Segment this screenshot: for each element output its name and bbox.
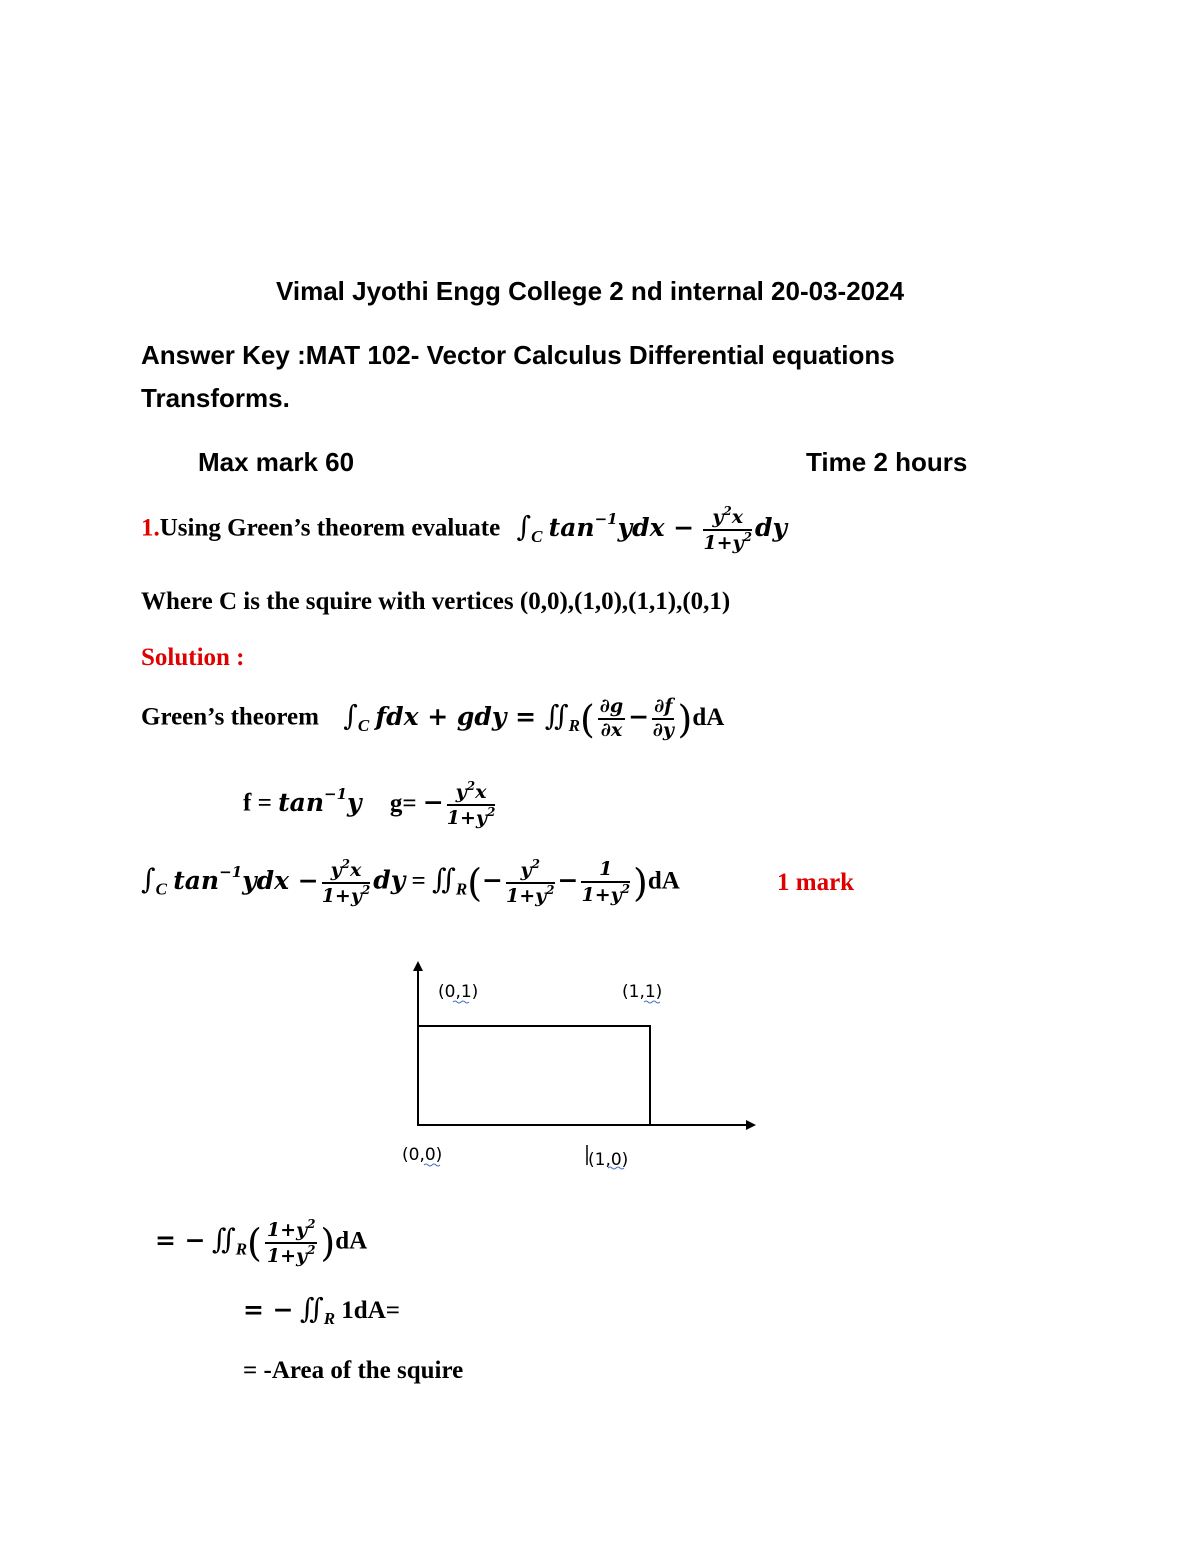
question-number: 1. (141, 514, 160, 542)
max-mark: Max mark 60 (198, 447, 355, 477)
y-axis-arrow (413, 961, 423, 971)
f-g-definitions: $f = \tan^{-1}y$ g= − $\frac{y^2x}{1+y^2}$ (243, 779, 496, 829)
dA-label: dA (692, 703, 725, 731)
question-text: Using Green’s theorem evaluate (159, 514, 501, 542)
step-1: = − $∬_R$( $\frac{1+y^2}{1+y^2}$ )dA (155, 1217, 368, 1267)
page-title: Vimal Jyothi Engg College 2 nd internal 20-03-2024 (276, 276, 905, 306)
step-2: = − $∬_R$ 1dA= (243, 1292, 401, 1328)
step-2-rhs: 1dA= (341, 1297, 401, 1324)
x-axis-arrow (746, 1120, 756, 1130)
label-point-1-1: (1,1) (622, 982, 663, 1002)
substitution-line: $\int_C$ $\tan^{-1}ydx$ − $\frac{y^2x}{1+y^2}$ dy = $∬_R(-$ $\frac{y^2}{1+y^2}$ − $\frac{1}{1+y^2}$ )dA (141, 857, 680, 907)
label-point-0-0: (0,0) (402, 1145, 443, 1165)
dA-label: dA (335, 1227, 368, 1255)
mark-label: 1 mark (777, 869, 855, 896)
unit-square (418, 1026, 650, 1125)
step-3: = -Area of the squire (243, 1357, 464, 1384)
label-point-0-1: (0,1) (438, 982, 479, 1002)
time-allowed: Time 2 hours (806, 447, 968, 477)
f-label: f = (243, 789, 272, 817)
question-1 (141, 505, 787, 555)
question-integral: $\int_C$ $\tan^{-1}ydx$ − $\frac{y^2x}{1+y^2}$ dy (516, 504, 787, 554)
greens-theorem-label: Green’s theorem (141, 703, 319, 731)
greens-theorem-statement: Green’s theorem $\int_C$ fdx + gdy = $∬_R$( $\frac{\partial g}{\partial x}$ − $\frac{\partial f}{\partial y}$ )dA (141, 695, 725, 741)
g-label: g= (389, 789, 417, 817)
label-point-1-0: (1,0) (588, 1150, 629, 1170)
solution-heading: Solution : (141, 644, 245, 671)
answer-key-heading-continued: Transforms. (141, 383, 290, 413)
dA-label: dA (647, 867, 680, 895)
answer-key-heading: Answer Key :MAT 102- Vector Calculus Differential equations (141, 340, 895, 370)
question-condition: Where C is the squire with vertices (0,0),(1,0),(1,1),(0,1) (141, 588, 731, 615)
